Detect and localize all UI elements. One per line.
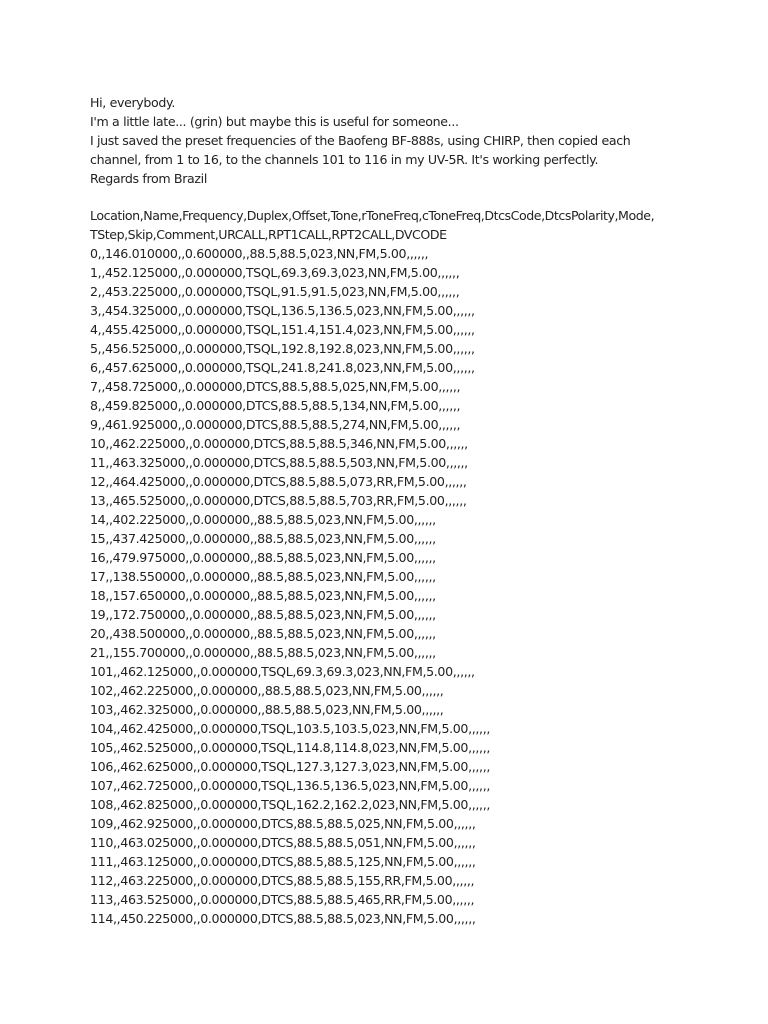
csv-row: 12,,464.425000,,0.000000,DTCS,88.5,88.5,073,RR,FM,5.00,,,,,, [90, 474, 467, 489]
csv-row: 15,,437.425000,,0.000000,,88.5,88.5,023,NN,FM,5.00,,,,,, [90, 531, 436, 546]
intro-line: I'm a little late... (grin) but maybe this is useful for someone... [90, 114, 459, 129]
csv-row: 3,,454.325000,,0.000000,TSQL,136.5,136.5,023,NN,FM,5.00,,,,,, [90, 303, 475, 318]
csv-row: 104,,462.425000,,0.000000,TSQL,103.5,103.5,023,NN,FM,5.00,,,,,, [90, 721, 491, 736]
csv-row: 4,,455.425000,,0.000000,TSQL,151.4,151.4,023,NN,FM,5.00,,,,,, [90, 322, 475, 337]
csv-row: 6,,457.625000,,0.000000,TSQL,241.8,241.8,023,NN,FM,5.00,,,,,, [90, 360, 475, 375]
csv-row: 19,,172.750000,,0.000000,,88.5,88.5,023,NN,FM,5.00,,,,,, [90, 607, 436, 622]
csv-row: 20,,438.500000,,0.000000,,88.5,88.5,023,NN,FM,5.00,,,,,, [90, 626, 436, 641]
csv-header-line: Location,Name,Frequency,Duplex,Offset,Tone,rToneFreq,cToneFreq,DtcsCode,DtcsPolarity,Mode, [90, 208, 655, 223]
intro-line: Regards from Brazil [90, 171, 207, 186]
csv-row: 5,,456.525000,,0.000000,TSQL,192.8,192.8,023,NN,FM,5.00,,,,,, [90, 341, 475, 356]
csv-header-line: TStep,Skip,Comment,URCALL,RPT1CALL,RPT2CALL,DVCODE [90, 227, 447, 242]
csv-row: 105,,462.525000,,0.000000,TSQL,114.8,114.8,023,NN,FM,5.00,,,,,, [90, 740, 491, 755]
intro-line: I just saved the preset frequencies of the Baofeng BF-888s, using CHIRP, then copied each [90, 133, 631, 148]
csv-row: 112,,463.225000,,0.000000,DTCS,88.5,88.5,155,RR,FM,5.00,,,,,, [90, 873, 475, 888]
csv-row: 13,,465.525000,,0.000000,DTCS,88.5,88.5,703,RR,FM,5.00,,,,,, [90, 493, 467, 508]
intro-line: Hi, everybody. [90, 95, 176, 110]
csv-row: 109,,462.925000,,0.000000,DTCS,88.5,88.5,025,NN,FM,5.00,,,,,, [90, 816, 476, 831]
csv-row: 9,,461.925000,,0.000000,DTCS,88.5,88.5,274,NN,FM,5.00,,,,,, [90, 417, 461, 432]
csv-row: 101,,462.125000,,0.000000,TSQL,69.3,69.3,023,NN,FM,5.00,,,,,, [90, 664, 475, 679]
csv-row: 102,,462.225000,,0.000000,,88.5,88.5,023,NN,FM,5.00,,,,,, [90, 683, 444, 698]
csv-row: 10,,462.225000,,0.000000,DTCS,88.5,88.5,346,NN,FM,5.00,,,,,, [90, 436, 468, 451]
csv-row: 1,,452.125000,,0.000000,TSQL,69.3,69.3,023,NN,FM,5.00,,,,,, [90, 265, 460, 280]
csv-row: 11,,463.325000,,0.000000,DTCS,88.5,88.5,503,NN,FM,5.00,,,,,, [90, 455, 468, 470]
csv-row: 111,,463.125000,,0.000000,DTCS,88.5,88.5,125,NN,FM,5.00,,,,,, [90, 854, 476, 869]
csv-block [90, 206, 760, 928]
csv-rows [90, 244, 760, 928]
intro-paragraph [90, 93, 760, 188]
csv-row: 16,,479.975000,,0.000000,,88.5,88.5,023,NN,FM,5.00,,,,,, [90, 550, 436, 565]
intro-line: channel, from 1 to 16, to the channels 101 to 116 in my UV-5R. It's working perfectly. [90, 152, 599, 167]
csv-row: 107,,462.725000,,0.000000,TSQL,136.5,136.5,023,NN,FM,5.00,,,,,, [90, 778, 491, 793]
csv-row: 108,,462.825000,,0.000000,TSQL,162.2,162.2,023,NN,FM,5.00,,,,,, [90, 797, 491, 812]
csv-row: 8,,459.825000,,0.000000,DTCS,88.5,88.5,134,NN,FM,5.00,,,,,, [90, 398, 461, 413]
csv-row: 21,,155.700000,,0.000000,,88.5,88.5,023,NN,FM,5.00,,,,,, [90, 645, 436, 660]
csv-row: 113,,463.525000,,0.000000,DTCS,88.5,88.5,465,RR,FM,5.00,,,,,, [90, 892, 475, 907]
csv-row: 106,,462.625000,,0.000000,TSQL,127.3,127.3,023,NN,FM,5.00,,,,,, [90, 759, 491, 774]
document-page [90, 93, 760, 928]
csv-row: 114,,450.225000,,0.000000,DTCS,88.5,88.5,023,NN,FM,5.00,,,,,, [90, 911, 476, 926]
csv-row: 0,,146.010000,,0.600000,,88.5,88.5,023,NN,FM,5.00,,,,,, [90, 246, 429, 261]
csv-row: 2,,453.225000,,0.000000,TSQL,91.5,91.5,023,NN,FM,5.00,,,,,, [90, 284, 460, 299]
csv-row: 17,,138.550000,,0.000000,,88.5,88.5,023,NN,FM,5.00,,,,,, [90, 569, 436, 584]
csv-row: 14,,402.225000,,0.000000,,88.5,88.5,023,NN,FM,5.00,,,,,, [90, 512, 436, 527]
csv-row: 103,,462.325000,,0.000000,,88.5,88.5,023,NN,FM,5.00,,,,,, [90, 702, 444, 717]
csv-row: 110,,463.025000,,0.000000,DTCS,88.5,88.5,051,NN,FM,5.00,,,,,, [90, 835, 476, 850]
csv-row: 7,,458.725000,,0.000000,DTCS,88.5,88.5,025,NN,FM,5.00,,,,,, [90, 379, 461, 394]
csv-row: 18,,157.650000,,0.000000,,88.5,88.5,023,NN,FM,5.00,,,,,, [90, 588, 436, 603]
